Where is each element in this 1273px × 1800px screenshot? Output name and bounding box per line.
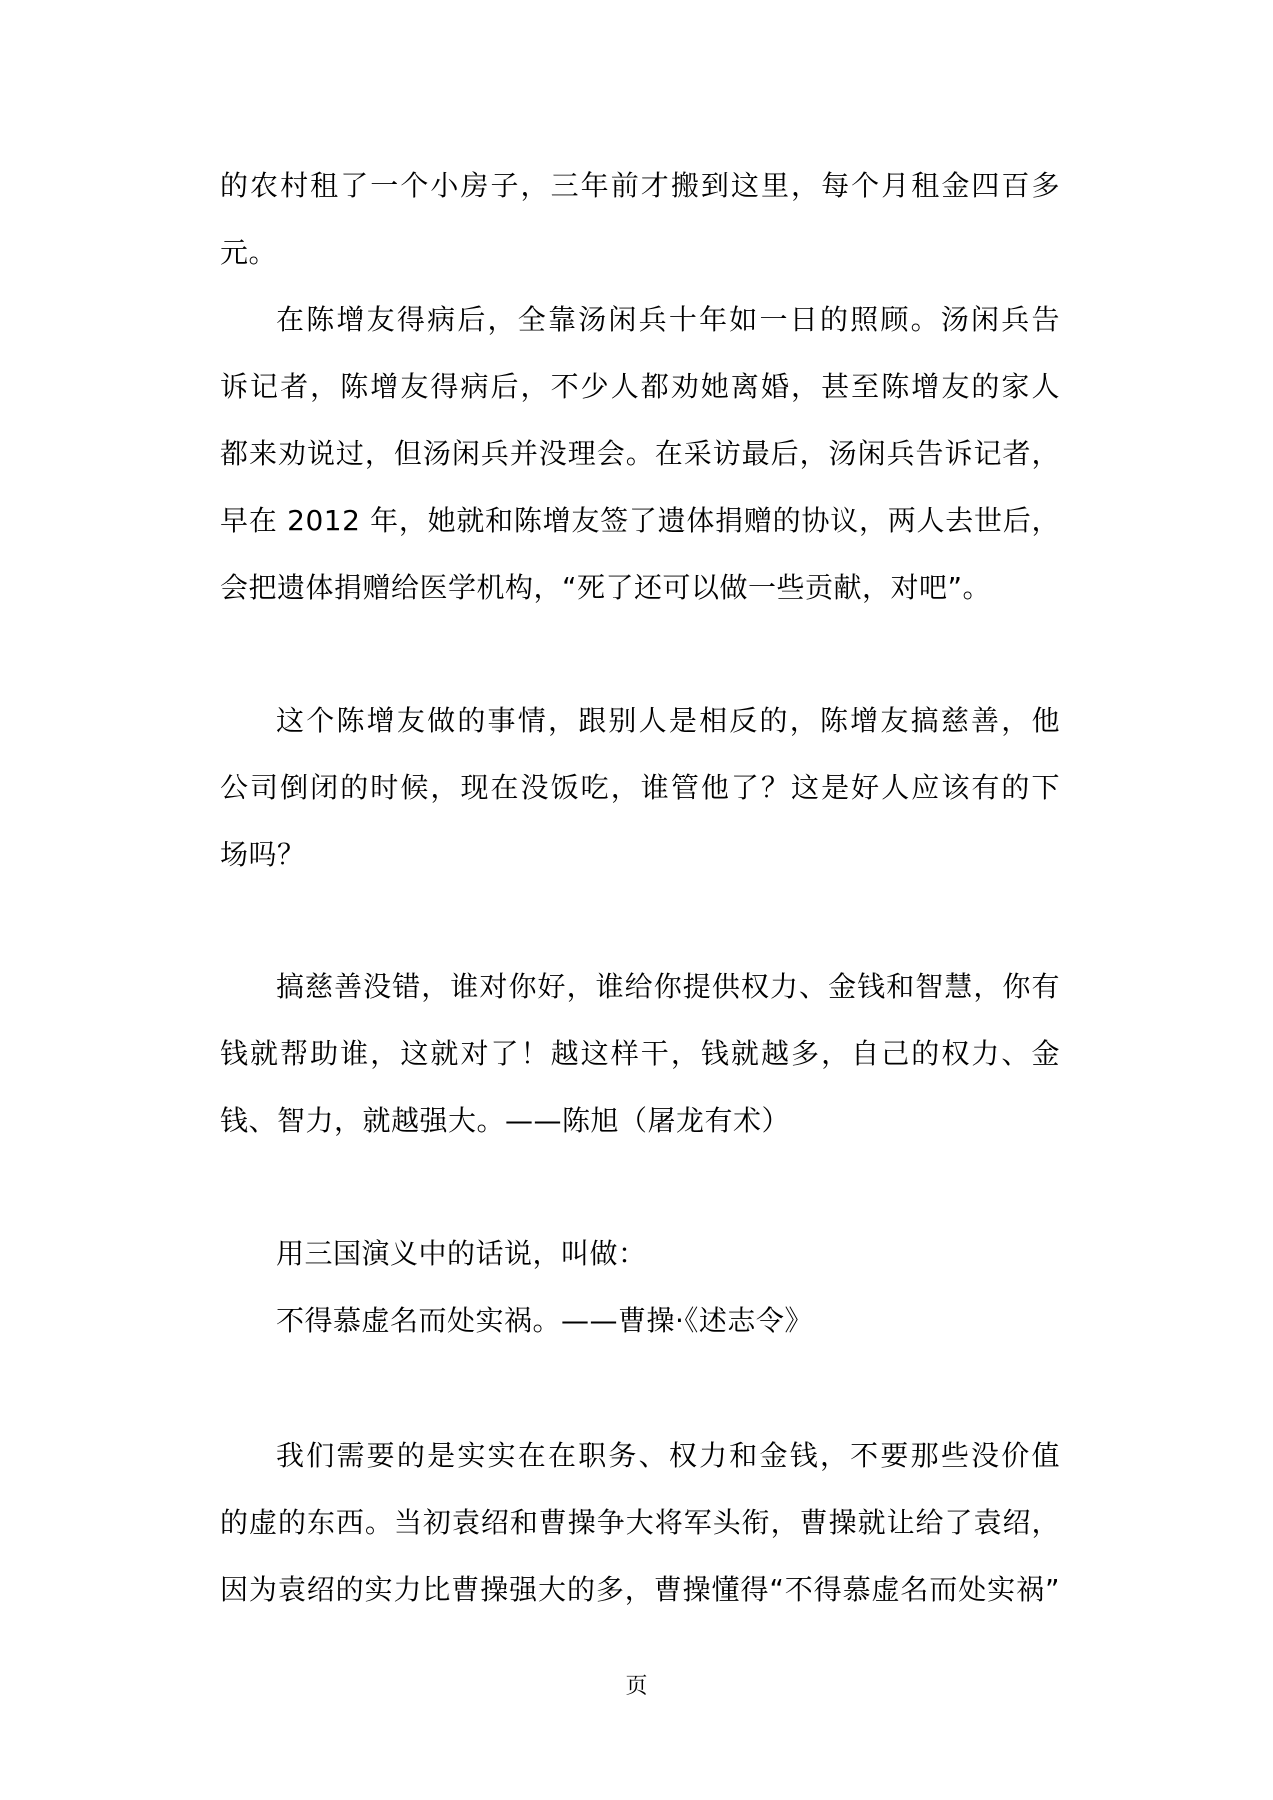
paragraph-2	[220, 286, 1060, 621]
text-line: 用三国演义中的话说，叫做：	[276, 1237, 647, 1270]
paragraph-3	[220, 687, 1060, 888]
text-line: 在陈增友得病后，全靠汤闲兵十年如一日的照顾。汤闲兵告	[276, 303, 1060, 336]
paragraph-5	[220, 1220, 1060, 1354]
page-footer	[0, 1672, 1273, 1702]
paragraph-6	[220, 1422, 1060, 1623]
paragraph-1	[220, 152, 1060, 286]
text-line: 搞慈善没错，谁对你好，谁给你提供权力、金钱和智慧，你有	[276, 970, 1060, 1003]
text-line: 的农村租了一个小房子，三年前才搬到这里，每个月租金四百多	[220, 169, 1060, 202]
text-line: 不得慕虚名而处实祸。——曹操·《述志令》	[276, 1304, 813, 1337]
text-line: 这个陈增友做的事情，跟别人是相反的，陈增友搞慈善，他	[276, 704, 1060, 737]
text-line: 钱就帮助谁，这就对了！越这样干，钱就越多，自己的权力、金	[220, 1037, 1060, 1070]
text-line: 公司倒闭的时候，现在没饭吃，谁管他了？这是好人应该有的下	[220, 771, 1060, 804]
paragraph-4	[220, 953, 1060, 1154]
text-line: 钱、智力，就越强大。——陈旭（屠龙有术）	[220, 1104, 791, 1137]
text-line: 场吗？	[220, 838, 306, 871]
text-line: 都来劝说过，但汤闲兵并没理会。在采访最后，汤闲兵告诉记者，	[220, 437, 1060, 470]
text-line: 会把遗体捐赠给医学机构，“死了还可以做一些贡献，对吧”。	[220, 571, 992, 604]
text-line: 早在 2012 年，她就和陈增友签了遗体捐赠的协议，两人去世后，	[220, 504, 1060, 537]
text-line: 元。	[220, 236, 278, 269]
text-line: 因为袁绍的实力比曹操强大的多，曹操懂得“不得慕虚名而处实祸”	[220, 1573, 1060, 1606]
text-line: 我们需要的是实实在在职务、权力和金钱，不要那些没价值	[276, 1439, 1060, 1472]
page-number-label: 页	[625, 1674, 648, 1699]
text-line: 诉记者，陈增友得病后，不少人都劝她离婚，甚至陈增友的家人	[220, 370, 1060, 403]
text-line: 的虚的东西。当初袁绍和曹操争大将军头衔，曹操就让给了袁绍，	[220, 1506, 1060, 1539]
